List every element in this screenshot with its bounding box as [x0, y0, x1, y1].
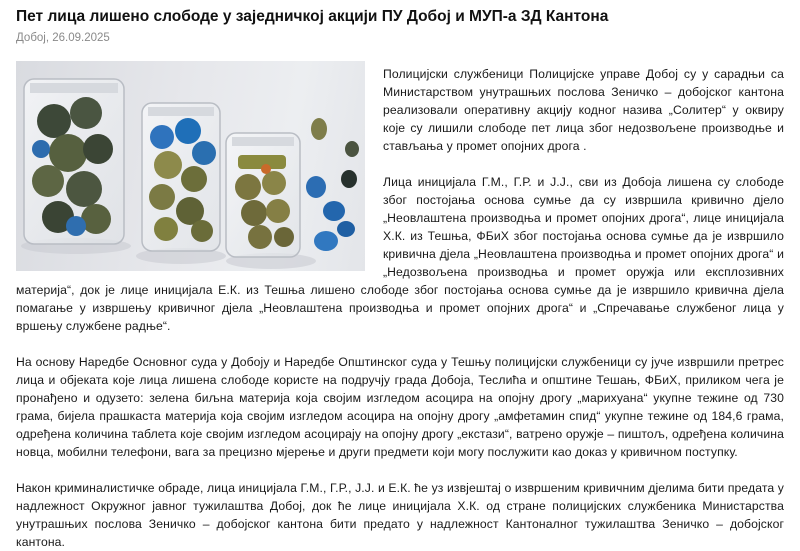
paragraph-2: Лица иницијала Г.М., Г.Р. и Ј.Ј., сви из Добоја лишена су слободе због постојања основа сумње да су извршила кривично дјело „Неовлаштена производња и промет опојних дрога“, лице иницијала Х.К. из Тешња, ФБиХ због постојања основа сумње да је извршило кривична дјела „Неовлаштена производња и промет опојних дрога“ и „Недозвољена производња и промет оружја или експлозивних материја“, док је лице иницијала Е.К. из Тешња лишено слободе због постојања основа сумње да је извршило кривична дјела помагање у извршењу кривичног дјела „Неовлаштена производња и промет опојних дрога“ и „Спречавање службеног лица у вршењу службене радње“. [16, 175, 784, 333]
article-title: Пет лица лишено слободе у заједничкој акцији ПУ Добој и МУП-а ЗД Кантона [16, 8, 609, 25]
paragraph-3: На основу Наредбе Основног суда у Добоју и Наредбе Општинског суда у Тешњу полицијски службеници су јуче извршили претрес лица и објеката које лица лишена слободе користе на подручју града Добоја, Теслића и општине Тешањ, ФБиХ, приликом чега је пронађено и одузето: зелена биљна материја која својим изгледом асоцира на опојну дрогу „марихуана“ укупне тежине од 730 грама, бијела прашкаста материја која својим изгледом асоцира на опојну дрогу „амфетамин спид“ укупне тежине од 184,6 грама, одређена количина таблета које својим изгледом асоцирају на опојну дрогу „екстази“, ватрено оружје – пиштољ, одређена количина новца, мобилни телефони, вага за прецизно мјерење и други предмети који могу послужити као доказ у кривичном поступку. [16, 355, 784, 459]
article-meta: Добој, 26.09.2025 [16, 32, 110, 44]
bag-one [24, 79, 124, 244]
paragraph-4: Након криминалистичке обраде, лица иницијала Г.М., Г.Р., Ј.Ј. и Е.К. ће уз извјештај о извршеним кривичним дјелима бити предата у надлежност Окружног јавног тужилаштва Добој, док ће лице иницијала Х.К. од стране полицијских службеника Министарства унутрашњих послова Зеничко – добојског кантона бити предато у надлежност Кантоналног тужилаштва Зеничко – добојског кантона. [16, 481, 784, 549]
article-body [16, 46, 784, 551]
loose-items [306, 118, 359, 251]
bag-two [142, 103, 220, 251]
bag-three [226, 133, 300, 257]
paragraph-1: Полицијски службеници Полицијске управе Добој су у сарадњи са Министарством унутрашњих послова Зеничко – добојског кантона реализовали оперативну акцију кодног назива „Солитер“ у оквиру које су лишили слободе пет лица због недозвољене производње и стављања у промет опојних дрога . [383, 67, 784, 153]
evidence-photo[interactable] [16, 61, 365, 271]
evidence-photo-illustration [16, 61, 365, 271]
article [16, 0, 800, 551]
